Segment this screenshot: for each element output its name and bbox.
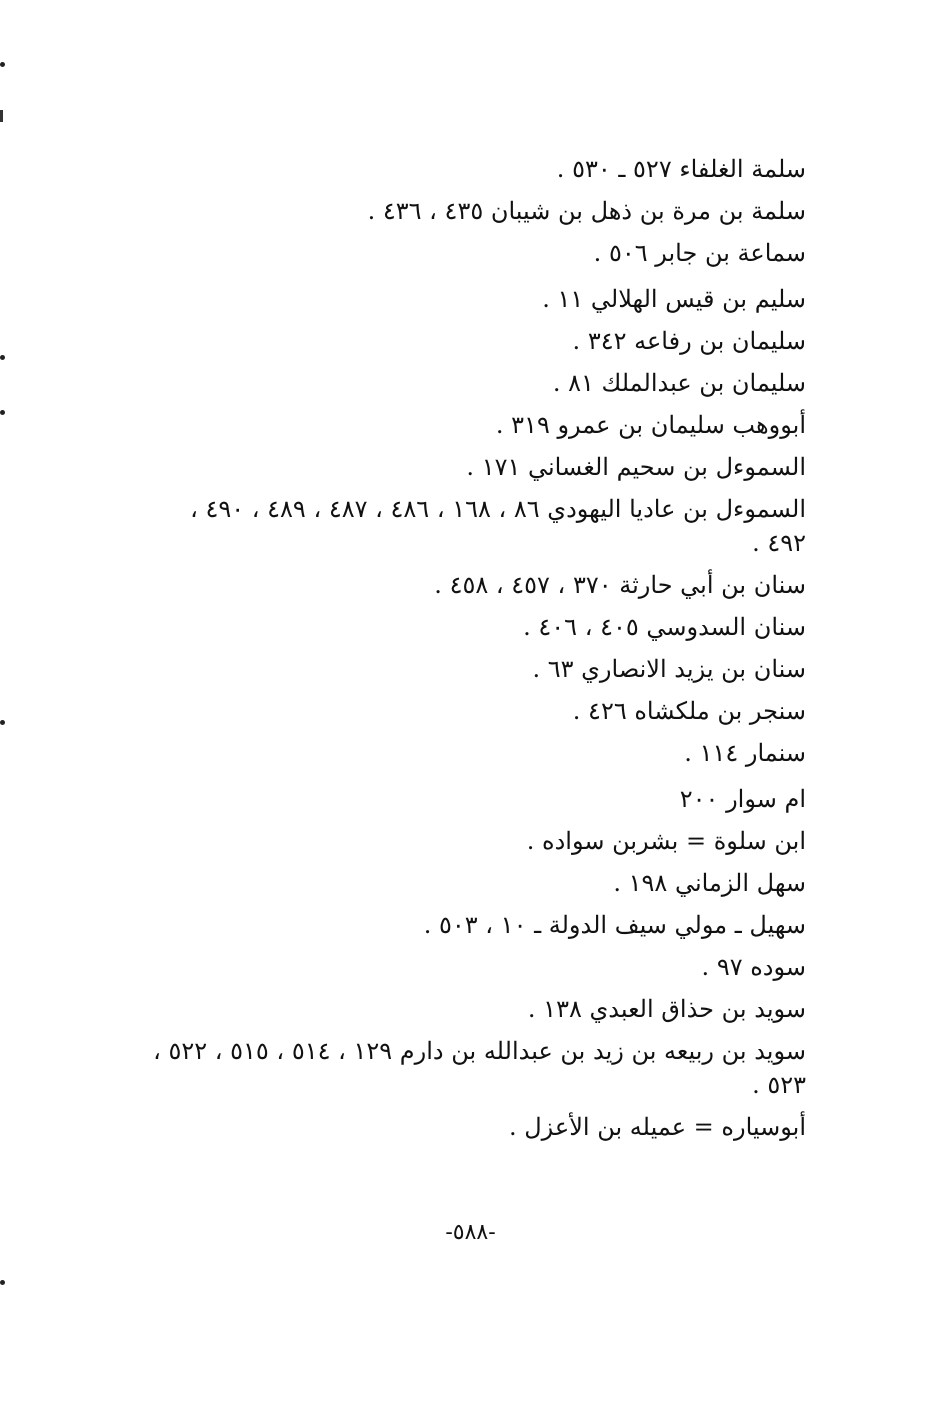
index-entry-line: سويد بن ربيعه بن زيد بن عبدالله بن دارم ١٢٩ ، ٥١٤ ، ٥١٥ ، ٥٢٢ ، <box>153 1037 806 1065</box>
index-entry-continuation: ٤٩٢ . <box>752 529 806 557</box>
index-entry: سويد بن حذاق العبدي ١٣٨ . <box>527 995 806 1023</box>
index-entry <box>120 488 806 564</box>
scan-artifact <box>0 410 5 415</box>
index-entry: السموءل بن سحيم الغساني ١٧١ . <box>466 453 806 481</box>
index-entry <box>120 1030 806 1106</box>
scan-artifact <box>0 110 3 122</box>
scan-artifact <box>0 62 5 67</box>
index-entry: سوده ٩٧ . <box>701 953 806 981</box>
index-entry: سنمار ١١٤ . <box>684 739 806 767</box>
index-entry: أبوسياره = عميله بن الأعزل . <box>508 1113 806 1141</box>
index-entry: سليمان بن عبدالملك ٨١ . <box>552 369 806 397</box>
scan-artifact <box>0 355 5 360</box>
index-entry: أبووهب سليمان بن عمرو ٣١٩ . <box>495 411 806 439</box>
index-entries <box>120 148 806 1148</box>
index-entry: سليمان بن رفاعه ٣٤٢ . <box>572 327 806 355</box>
index-entry: سنجر بن ملكشاه ٤٢٦ . <box>572 697 806 725</box>
index-entry: سهل الزماني ١٩٨ . <box>613 869 806 897</box>
index-entry: سنان بن أبي حارثة ٣٧٠ ، ٤٥٧ ، ٤٥٨ . <box>434 571 806 599</box>
index-entry: سماعة بن جابر ٥٠٦ . <box>593 239 806 267</box>
index-entry: سنان بن يزيد الانصاري ٦٣ . <box>532 655 806 683</box>
index-entry: سلمة الغلفاء ٥٢٧ ـ ٥٣٠ . <box>556 155 806 183</box>
index-entry: ام سوار ٢٠٠ <box>679 785 806 813</box>
index-entry: ابن سلوة = بشربن سواده . <box>526 827 806 855</box>
index-entry-continuation: ٥٢٣ . <box>752 1071 806 1099</box>
scan-artifact <box>0 720 5 725</box>
index-entry: سهيل ـ مولي سيف الدولة ـ ١٠ ، ٥٠٣ . <box>423 911 806 939</box>
index-entry: سنان السدوسي ٤٠٥ ، ٤٠٦ . <box>523 613 806 641</box>
index-entry-line: السموءل بن عاديا اليهودي ٨٦ ، ١٦٨ ، ٤٨٦ ، ٤٨٧ ، ٤٨٩ ، ٤٩٠ ، <box>190 495 806 523</box>
page-number: -٥٨٨- <box>445 1220 496 1245</box>
scan-artifact <box>0 1280 5 1285</box>
index-entry: سليم بن قيس الهلالي ١١ . <box>542 285 806 313</box>
index-entry: سلمة بن مرة بن ذهل بن شيبان ٤٣٥ ، ٤٣٦ . <box>367 197 806 225</box>
